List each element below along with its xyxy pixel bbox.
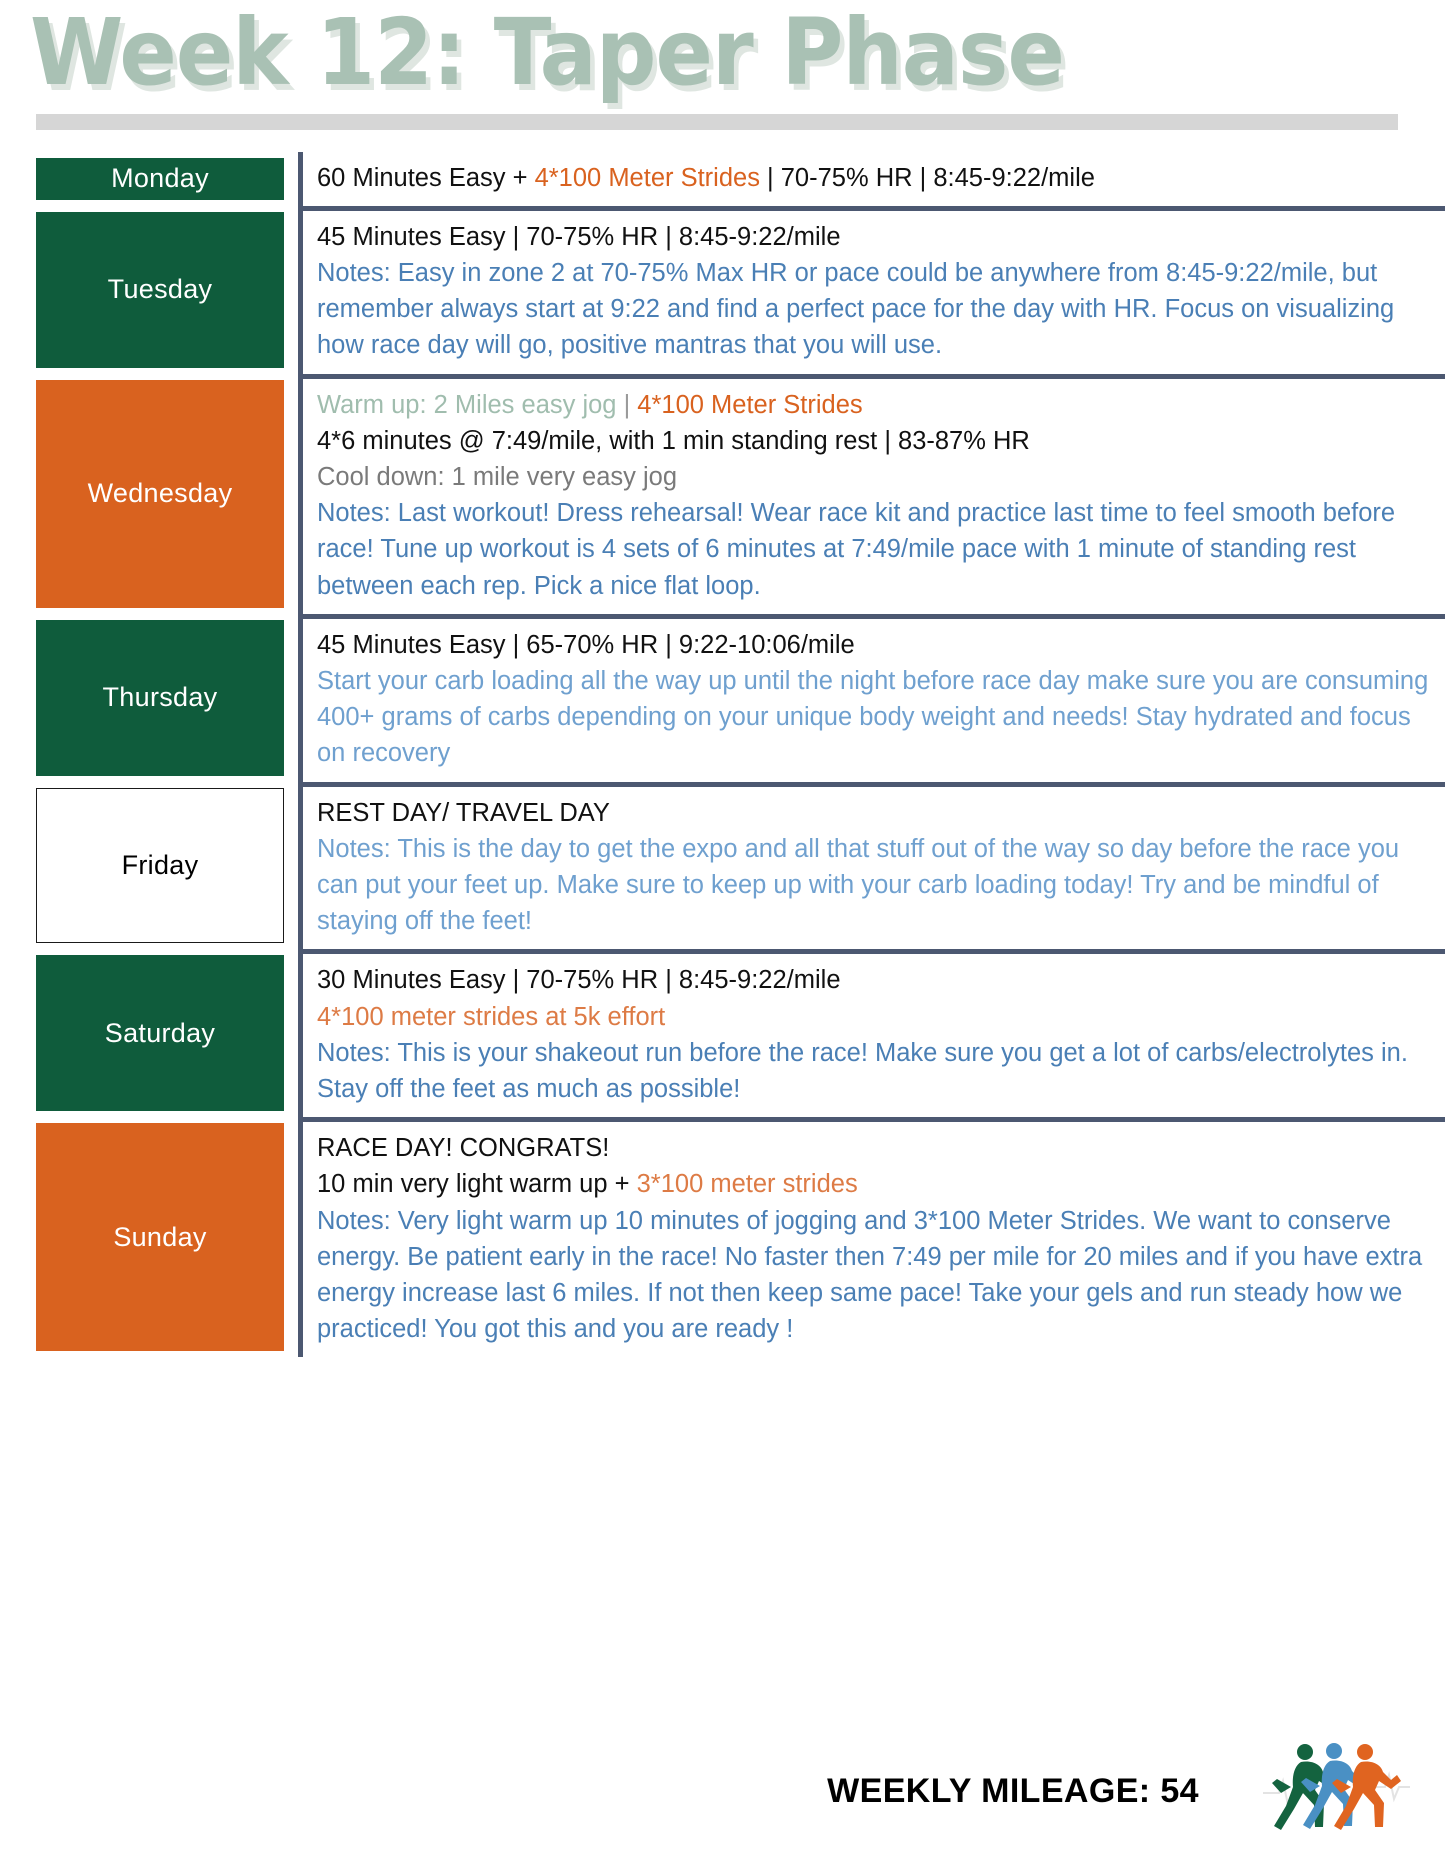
- day-label-cell: [36, 374, 284, 614]
- day-name-thursday[interactable]: Thursday: [36, 620, 284, 776]
- workout-text-segment: 4*100 Meter Strides: [637, 390, 863, 419]
- workout-text-segment: 45 Minutes Easy | 65-70% HR | 9:22-10:06/mile: [317, 630, 855, 659]
- day-label-cell: [36, 206, 284, 374]
- day-row: [36, 152, 1445, 206]
- day-name-sunday[interactable]: Sunday: [36, 1123, 284, 1351]
- day-row: [36, 782, 1445, 950]
- weekly-mileage-label: WEEKLY MILEAGE: 54: [827, 1771, 1199, 1810]
- day-workout-cell: [298, 1117, 1445, 1357]
- workout-text-segment: REST DAY/ TRAVEL DAY: [317, 798, 610, 827]
- day-row: [36, 614, 1445, 782]
- workout-line: [317, 1203, 1435, 1348]
- workout-line: [317, 831, 1435, 940]
- workout-line: [317, 999, 1435, 1035]
- day-label-cell: [36, 949, 284, 1117]
- day-workout-cell: [298, 782, 1445, 950]
- workout-text-segment: 10 min very light warm up +: [317, 1170, 637, 1199]
- workout-line: [317, 962, 1435, 998]
- workout-text-segment: Notes: Easy in zone 2 at 70-75% Max HR or pace could be anywhere from 8:45-9:22/mile, but remember always start at 9:22 and find a perfect pace for the day with HR. Focus on visualizing how race day will go, positive mantras that you will use.: [317, 258, 1395, 360]
- workout-text-segment: 60 Minutes Easy +: [317, 163, 535, 192]
- workout-text-segment: Notes: Very light warm up 10 minutes of jogging and 3*100 Meter Strides. We want to conserve energy. Be patient early in the race! No faster then 7:49 per mile for 20 miles and if you have extra energy increase last 6 miles. If not then keep same pace! Take your gels and run steady how we practiced! You got this and you are ready !: [317, 1206, 1423, 1344]
- workout-text-segment: Notes: This is your shakeout run before the race! Make sure you get a lot of carbs/electrolytes in. Stay off the feet as much as possible!: [317, 1038, 1408, 1103]
- day-label-cell: [36, 614, 284, 782]
- day-workout-cell: [298, 152, 1445, 206]
- three-runners-logo: [1261, 1735, 1411, 1847]
- workout-line: [317, 495, 1435, 604]
- workout-line: [317, 423, 1435, 459]
- workout-text-segment: Cool down: 1 mile very easy jog: [317, 462, 678, 491]
- workout-line: [317, 459, 1435, 495]
- workout-line: [317, 1166, 1435, 1202]
- workout-line: [317, 1130, 1435, 1166]
- day-row: [36, 374, 1445, 614]
- day-name-wednesday[interactable]: Wednesday: [36, 380, 284, 608]
- workout-text-segment: 30 Minutes Easy | 70-75% HR | 8:45-9:22/mile: [317, 966, 841, 995]
- day-name-saturday[interactable]: Saturday: [36, 955, 284, 1111]
- day-workout-cell: [298, 614, 1445, 782]
- workout-text-segment: Notes: This is the day to get the expo and all that stuff out of the way so day before the race you can put your feet up. Make sure to keep up with your carb loading today! Try and be mindful of staying off the feet!: [317, 834, 1400, 936]
- day-name-friday[interactable]: Friday: [36, 788, 284, 944]
- workout-line: [317, 219, 1435, 255]
- day-row: [36, 1117, 1445, 1357]
- day-workout-cell: [298, 206, 1445, 374]
- page-title: Week 12: Taper Phase: [30, 0, 1064, 106]
- day-row: [36, 206, 1445, 374]
- day-workout-cell: [298, 949, 1445, 1117]
- weekly-schedule-table: [0, 152, 1445, 1358]
- page-footer: [0, 1735, 1445, 1847]
- workout-line: [317, 160, 1435, 196]
- workout-line: [317, 255, 1435, 364]
- workout-text-segment: |: [616, 390, 638, 419]
- workout-text-segment: RACE DAY! CONGRATS!: [317, 1134, 610, 1163]
- workout-text-segment: 3*100 meter strides: [636, 1170, 858, 1199]
- day-row: [36, 949, 1445, 1117]
- workout-text-segment: 4*100 meter strides at 5k effort: [317, 1002, 666, 1031]
- workout-text-segment: Start your carb loading all the way up until the night before race day make sure you are consuming 400+ grams of carbs depending on your unique body weight and needs! Stay hydrated and focus on recovery: [317, 666, 1429, 768]
- runner-orange-icon: [1332, 1744, 1401, 1830]
- day-name-monday[interactable]: Monday: [36, 158, 284, 200]
- workout-line: [317, 795, 1435, 831]
- day-workout-cell: [298, 374, 1445, 614]
- workout-text-segment: 4*100 Meter Strides: [534, 163, 760, 192]
- workout-text-segment: | 70-75% HR | 8:45-9:22/mile: [759, 163, 1095, 192]
- day-label-cell: [36, 1117, 284, 1357]
- workout-line: [317, 663, 1435, 772]
- workout-text-segment: 45 Minutes Easy | 70-75% HR | 8:45-9:22/mile: [317, 222, 841, 251]
- day-label-cell: [36, 152, 284, 206]
- page-header: [0, 0, 1445, 106]
- workout-line: [317, 387, 1435, 423]
- header-divider-bar: [36, 114, 1398, 130]
- day-label-cell: [36, 782, 284, 950]
- workout-text-segment: Notes: Last workout! Dress rehearsal! Wear race kit and practice last time to feel smooth before race! Tune up workout is 4 sets of 6 minutes at 7:49/mile pace with 1 minute of standing rest between each rep. Pick a nice flat loop.: [317, 499, 1396, 600]
- day-name-tuesday[interactable]: Tuesday: [36, 212, 284, 368]
- workout-text-segment: Warm up: 2 Miles easy jog: [317, 390, 617, 419]
- workout-line: [317, 1035, 1435, 1107]
- workout-line: [317, 627, 1435, 663]
- workout-text-segment: 4*6 minutes @ 7:49/mile, with 1 min standing rest | 83-87% HR: [317, 426, 1030, 455]
